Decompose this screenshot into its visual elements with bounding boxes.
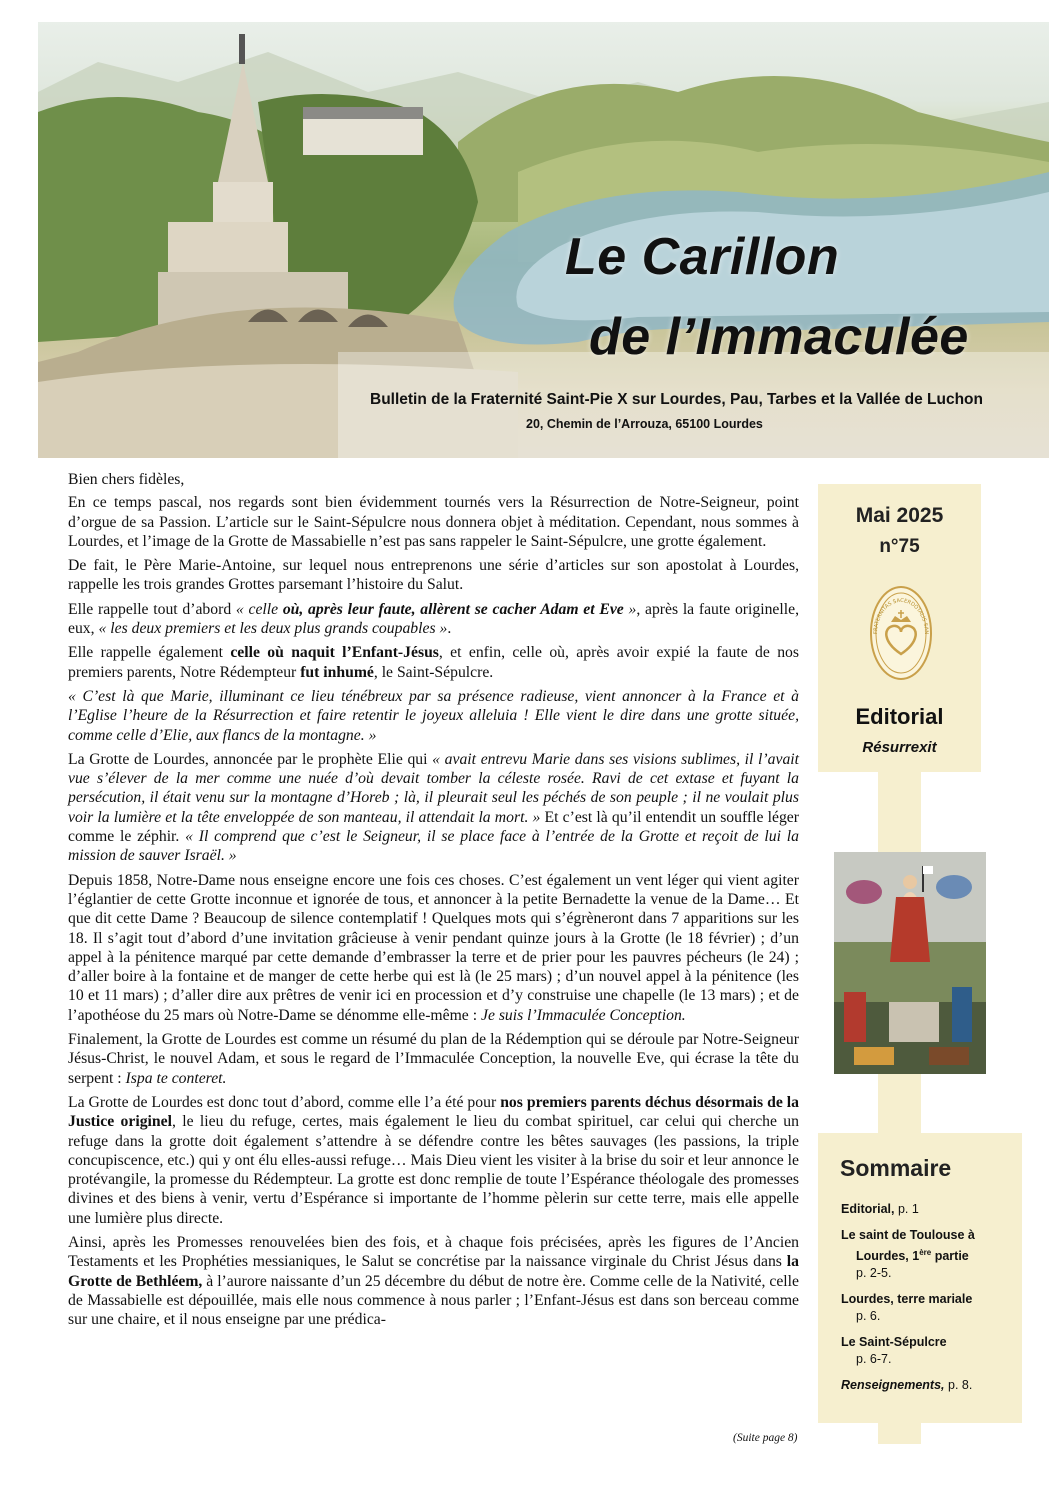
- sommaire-item-renseignements[interactable]: Renseignements, p. 8.: [841, 1378, 973, 1393]
- masthead-title-line1: Le Carillon: [565, 228, 840, 286]
- masthead-title-line2: de l’Immaculée: [589, 308, 969, 366]
- editorial-article: [68, 470, 799, 1334]
- continued-note: (Suite page 8): [733, 1432, 798, 1444]
- sommaire-item-editorial[interactable]: Editorial, p. 1: [841, 1202, 919, 1216]
- paragraph-3: Elle rappelle tout d’abord « celle où, après leur faute, allèrent se cacher Adam et Eve », après la faute originelle, eux, « les deux premiers et les deux plus grands coupables ».: [68, 600, 799, 638]
- paragraph-1: En ce temps pascal, nos regards sont bien évidemment tournés vers la Résurrection de Notre-Seigneur, point d’orgue de sa Passion. L’article sur le Saint-Sépulcre nous donnera objet à méditation. Cependant, nous sommes à Lourdes, et l’image de la Grotte de Massabielle n’est pas sans rappeler le Saint-Sépulcre, une grotte également.: [68, 494, 799, 550]
- section-title: Editorial: [855, 704, 944, 729]
- resurrection-painting-image: [834, 852, 986, 1074]
- paragraph-7: Depuis 1858, Notre-Dame nous enseigne encore une fois ces choses. C’est également un vent léger qui vient agiter l’églantier de cette Grotte inconnue et ignorée de tous, et annoncer à la petite Bernadette la venue de la Dame… Et que dit cette Dame ? Beaucoup de silence contemplatif ! Quelques mots qui s’égrèneront dans 7 apparitions sur les 18. Il s’agit tout d’abord d’une invitation grâcieuse à venir pendant quinze jours à la Grotte (le 18 février) ; d’un appel à la pénitence marqué par cette demande d’embrasser la terre et de prier pour les pauvres pécheurs (le 24) ; d’aller boire à la fontaine et de manger de cette herbe qui est là (le 25 mars) ; d’un nouvel appel à la pénitence (les 10 et 11 mars) ; d’aller dire aux prêtres de venir ici en procession et d’y construise une chapelle (le 13 mars) ; et de l’apothéose du 25 mars où Notre-Dame se dénomme elle-même : Je suis l’Immaculée Conception.: [68, 871, 799, 1024]
- paragraph-2: De fait, le Père Marie-Antoine, sur lequel nous entreprenons une série d’articles sur son apostolat à Lourdes, rappelle les trois grandes Grottes parsemant l’histoire du Salut.: [68, 557, 799, 594]
- resurrection-painting: [834, 852, 986, 1074]
- paragraph-6: La Grotte de Lourdes, annoncée par le prophète Elie qui « avait entrevu Marie dans ses visions sublimes, il l’avait vue s’élever de la mer comme une nuée d’où devait tomber la céleste rosée. Ravi de cet extase et fuyant la persécution, il était venu sur la montagne d’Horeb ; là, il pleurait seul les péchés de son peuple ; il ne voulait plus voir la lumière et la tête enveloppée de son manteau, il attendait la mort. » Et c’est là qu’il entendit un souffle léger comme le zéphir. « Il comprend que c’est le Seigneur, il se place face à l’entrée de la Grotte et reçoit de lui la mission de sauver Israël. »: [68, 750, 800, 865]
- section-subtitle: Résurrexit: [862, 739, 937, 756]
- header-banner: [38, 22, 1049, 458]
- paragraph-9: La Grotte de Lourdes est donc tout d’abord, comme elle l’a été pour nos premiers parents déchus désormais de la Justice originel, le lieu du refuge, certes, mais également le lieu du combat spirituel, car celui qui cherche un refuge dans la grotte doit également s’attendre à se défendre contre les bêtes sauvages (les passions, la triple concupiscence, etc.) qui y ont élu elles-aussi refuge… Mais Dieu vient les visiter à la brise du soir et leur annonce le protévangile, la promesse du Rédempteur. La grotte est donc remplie de toute l’Espérance théologale des promesses divines et des biens à venir, vertu d’Espérance si importante de l’homme pèlerin sur cette terre, mais elle appelle une lumière plus directe.: [68, 1093, 799, 1227]
- paragraph-5-quote: « C’est là que Marie, illuminant ce lieu ténébreux par sa présence radieuse, vient annoncer à la France et à l’Eglise l’heure de la Résurrection et faire retentir le joyeux alleluia ! Elle vient le dire dans une grotte située, comme celle d’Elie, aux flancs de la montagne. »: [68, 687, 799, 744]
- masthead-address: 20, Chemin de l’Arrouza, 65100 Lourdes: [526, 417, 763, 431]
- table-of-contents: [818, 1133, 1022, 1423]
- svg-text:FRATERNITAS SACERDOTALIS SANCT: FRATERNITAS SACERDOTALIS SAN: [872, 597, 930, 635]
- paragraph-10: Ainsi, après les Promesses renouvelées bien des fois, et à chaque fois précisées, après les figures de l’Ancien Testaments et les Prophéties messianiques, le Salut se concrétise par la naissance virginale du Christ Jésus dans la Grotte de Bethléem, à l’aurore naissante d’un 25 décembre du début de notre ère. Comme celle de la Nativité, celle de Massabielle est dépouillée, mais elle nous commence à nous parler ; l’Enfant-Jésus est dans son berceau comme sur une chaire, et il nous enseigne par une prédica-: [68, 1233, 799, 1329]
- sommaire-item-saint-toulouse[interactable]: Le saint de Toulouse à Lourdes, 1ère partie p. 2-5.: [841, 1228, 975, 1281]
- issue-box: [818, 484, 981, 772]
- sommaire-title: Sommaire: [840, 1155, 952, 1181]
- sommaire-item-lourdes-terre-mariale[interactable]: Lourdes, terre mariale p. 6.: [841, 1292, 973, 1324]
- greeting: Bien chers fidèles,: [68, 471, 185, 488]
- paragraph-8: Finalement, la Grotte de Lourdes est comme un résumé du plan de la Rédemption qui se déroule par Notre-Seigneur Jésus-Christ, le nouvel Adam, et sous le regard de l’Immaculée Conception, la nouvelle Eve, qui écrase la tête du serpent : Ispa te conteret.: [68, 1031, 799, 1087]
- masthead-subtitle: Bulletin de la Fraternité Saint-Pie X sur Lourdes, Pau, Tarbes et la Vallée de Luchon: [370, 391, 983, 408]
- fraternity-seal-icon: [869, 584, 933, 682]
- sommaire-list: [841, 1201, 1019, 1403]
- sommaire-item-saint-sepulcre[interactable]: Le Saint-Sépulcre p. 6-7.: [841, 1335, 947, 1367]
- issue-date: Mai 2025: [855, 504, 944, 527]
- issue-number: n°75: [879, 536, 920, 557]
- paragraph-4: Elle rappelle également celle où naquit l’Enfant-Jésus, et enfin, celle où, après avoir expié la faute de nos premiers parents, Notre Rédempteur fut inhumé, le Saint-Sépulcre.: [68, 644, 799, 681]
